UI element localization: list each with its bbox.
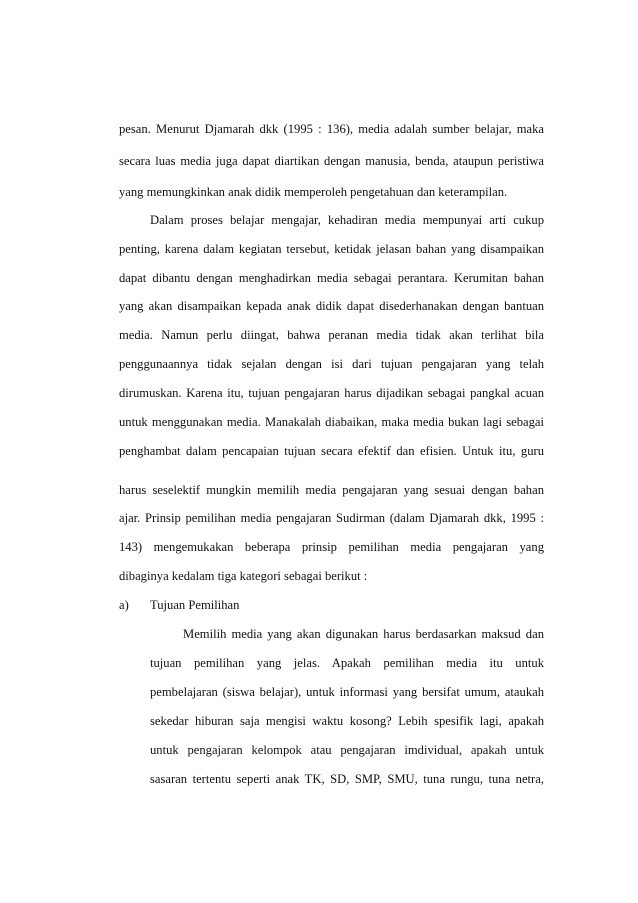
paragraph-2-line: dibaginya kedalam tiga kategori sebagai berikut : [119, 569, 368, 583]
paragraph-2-line: penghambat dalam pencapaian tujuan secara efektif dan efisien. Untuk itu, guru [119, 444, 544, 458]
paragraph-2-line: untuk menggunakan media. Manakalah diabaikan, maka media bukan lagi sebagai [119, 415, 544, 429]
section-a-line: sasaran tertentu seperti anak TK, SD, SMP, SMU, tuna rungu, tuna netra, [150, 772, 544, 786]
paragraph-2-line: ajar. Prinsip pemilihan media pengajaran Sudirman (dalam Djamarah dkk, 1995 : [119, 511, 544, 525]
paragraph-2-line: dapat dibantu dengan menghadirkan media sebagai perantara. Kerumitan bahan [119, 271, 544, 285]
section-a-line: tujuan pemilihan yang jelas. Apakah pemilihan media itu untuk [150, 656, 544, 670]
paragraph-1-line: secara luas media juga dapat diartikan dengan manusia, benda, ataupun peristiwa [119, 154, 544, 168]
paragraph-2-line: harus seselektif mungkin memilih media pengajaran yang sesuai dengan bahan [119, 483, 544, 497]
list-marker: a) [119, 598, 129, 612]
section-a-line: pembelajaran (siswa belajar), untuk informasi yang bersifat umum, ataukah [150, 685, 544, 699]
paragraph-2-line: penggunaannya tidak sejalan dengan isi dari tujuan pengajaran yang telah [119, 357, 544, 371]
paragraph-2-line: dirumuskan. Karena itu, tujuan pengajaran harus dijadikan sebagai pangkal acuan [119, 386, 544, 400]
paragraph-1-line: yang memungkinkan anak didik memperoleh pengetahuan dan keterampilan. [119, 185, 508, 199]
section-a-line: sekedar hiburan saja mengisi waktu kosong? Lebih spesifik lagi, apakah [150, 714, 544, 728]
paragraph-2-line: Dalam proses belajar mengajar, kehadiran media mempunyai arti cukup [150, 213, 544, 227]
paragraph-2-line: yang akan disampaikan kepada anak didik dapat disederhanakan dengan bantuan [119, 299, 544, 313]
paragraph-2-line: 143) mengemukakan beberapa prinsip pemilihan media pengajaran yang [119, 540, 544, 554]
section-a-line: untuk pengajaran kelompok atau pengajaran imdividual, apakah untuk [150, 743, 544, 757]
paragraph-1-line: pesan. Menurut Djamarah dkk (1995 : 136), media adalah sumber belajar, maka [119, 122, 544, 136]
paragraph-2-line: media. Namun perlu diingat, bahwa peranan media tidak akan terlihat bila [119, 328, 544, 342]
section-a-line: Memilih media yang akan digunakan harus berdasarkan maksud dan [183, 627, 544, 641]
paragraph-2-line: penting, karena dalam kegiatan tersebut, ketidak jelasan bahan yang disampaikan [119, 242, 544, 256]
section-heading: Tujuan Pemilihan [150, 598, 240, 612]
